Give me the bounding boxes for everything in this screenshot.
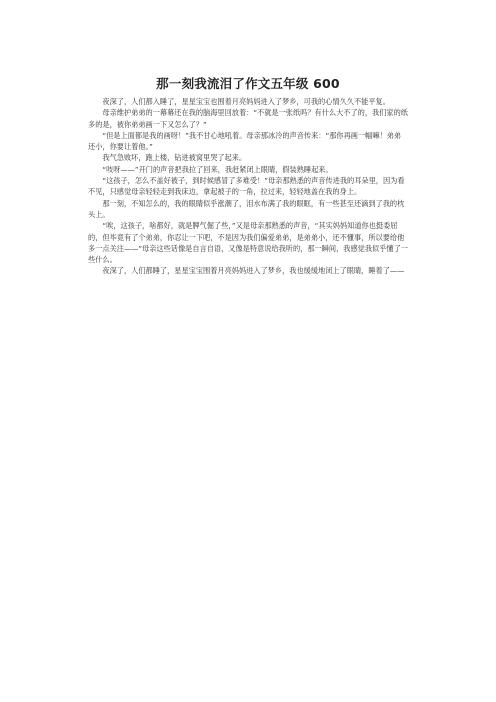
document-body	[88, 96, 408, 277]
paragraph: 我气急败坏，跑上楼，钻进被窝里哭了起来。	[102, 153, 247, 163]
paragraph: 夜深了，人们都入睡了，星星宝宝也围着月亮妈妈进入了梦乡，可我的心情久久不能平复。	[102, 97, 390, 106]
paragraph: “唉，这孩子，啥都好，就是脾气倔了些，”又是母亲那熟悉的声音，“其实妈妈知道你也挺委屈的，但毕竟有了个弟弟，你忍让一下吧，不是因为我们偏爱弟弟，是弟弟小，还不懂事，所以要给他多一点关注——”母亲这些话像是自言自语，又像是特意说给我听的，那一瞬间，我感觉我似乎懂了一些什么。	[88, 221, 408, 265]
document-title: 那一刻我流泪了作文五年级 600	[156, 76, 340, 91]
paragraph: 母亲维护弟弟的一幕幕还在我的脑海里回放着：“不就是一张纸吗？有什么大不了的，我们家的纸多的是，被你弟弟画一下又怎么了？”	[88, 108, 408, 129]
paragraph: 那一刻，不知怎么的，我的眼睛似乎涨潮了，泪水布满了我的眼眶，有一些甚至还滴到了我的枕头上。	[88, 198, 405, 219]
paragraph: “这孩子，怎么不盖好被子，到时候感冒了多难受！”母亲那熟悉的声音传进我的耳朵里，因为看不见，只感觉母亲轻轻走到我床边，拿起被子的一角，拉过来，轻轻地盖在我的身上。	[88, 176, 405, 197]
paragraph: “吱呀——”开门的声音把我拉了回来，我赶紧闭上眼睛，假装熟睡起来。	[102, 164, 333, 174]
paragraph: “但是上面都是我的画呀！”我不甘心地吼着。母亲那冰冷的声音传来：“那你再画一幅嘛！弟弟还小，你要让着他。”	[88, 130, 402, 152]
paragraph: 夜深了，人们都睡了，星星宝宝围着月亮妈妈进入了梦乡，我也缓缓地闭上了眼睛，睡着了——	[102, 266, 405, 276]
